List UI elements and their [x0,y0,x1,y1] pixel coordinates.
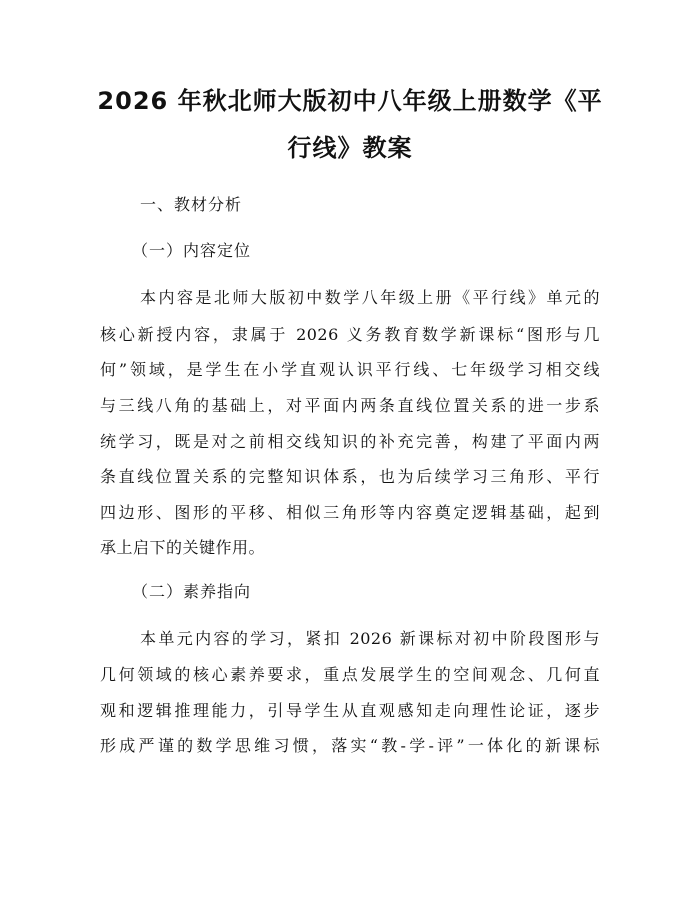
document-title-line-1: 2026 年秋北师大版初中八年级上册数学《平 [97,87,603,115]
paragraph-line: 几何领域的核心素养要求，重点发展学生的空间观念、几何直 [100,665,600,684]
paragraph-line: 形成严谨的数学思维习惯，落实“教-学-评”一体化的新课标 [100,736,600,755]
paragraph-line: 观和逻辑推理能力，引导学生从直观感知走向理性论证，逐步 [100,701,600,720]
paragraph-line: 核心新授内容，隶属于 2026 义务教育数学新课标“图形与几 [100,325,600,344]
paragraph-line: 统学习，既是对之前相交线知识的补充完善，构建了平面内两 [100,432,600,451]
document-title-line-2: 行线》教案 [287,134,413,162]
subheading-literacy-orientation: （二）素养指向 [132,582,252,601]
paragraph-line: 承上启下的关键作用。 [100,538,266,557]
paragraph-line: 四边形、图形的平移、相似三角形等内容奠定逻辑基础，起到 [100,503,600,522]
paragraph-line: 条直线位置关系的完整知识体系，也为后续学习三角形、平行 [100,467,600,486]
subheading-content-positioning: （一）内容定位 [132,241,252,260]
paragraph-line: 本内容是北师大版初中数学八年级上册《平行线》单元的 [140,288,600,307]
paragraph-line: 何”领域，是学生在小学直观认识平行线、七年级学习相交线 [100,360,600,379]
paragraph-line: 与三线八角的基础上，对平面内两条直线位置关系的进一步系 [100,396,600,415]
paragraph-line: 本单元内容的学习，紧扣 2026 新课标对初中阶段图形与 [140,629,600,648]
section-heading-textbook-analysis: 一、教材分析 [140,195,243,214]
